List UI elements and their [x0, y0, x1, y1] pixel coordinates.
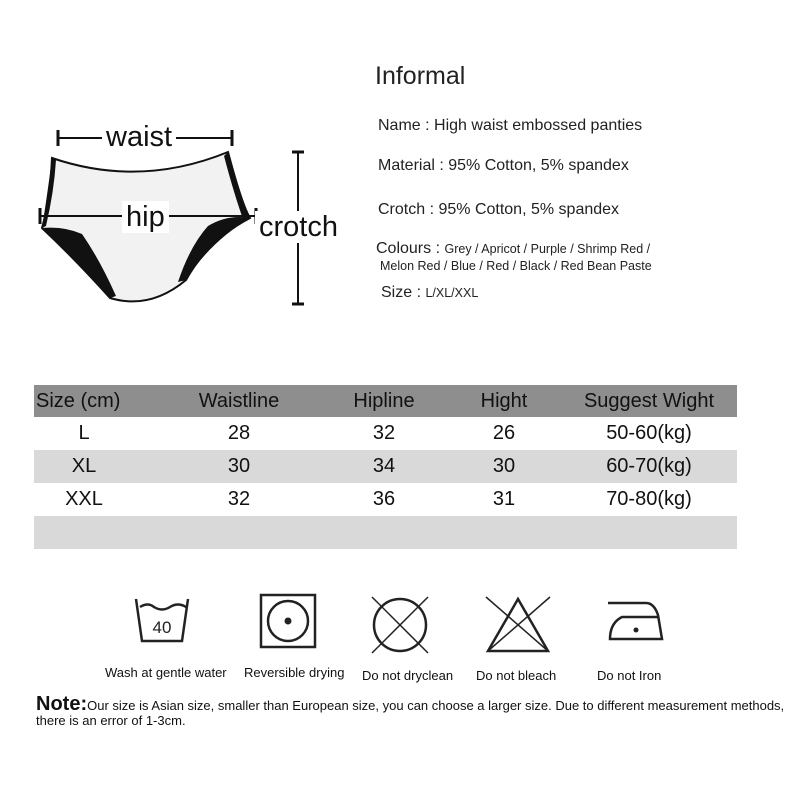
- table-cell: 34: [372, 455, 396, 477]
- table-header-cell: Suggest Wight: [583, 389, 715, 412]
- care-label-iron: Do not Iron: [597, 668, 662, 683]
- table-cell: 26: [492, 422, 516, 444]
- name-key: Name :: [378, 117, 430, 134]
- care-label-wash: Wash at gentle water: [105, 665, 227, 680]
- hip-label: hip: [122, 201, 169, 233]
- table-cell: 30: [492, 455, 516, 477]
- table-row: [34, 483, 737, 516]
- size-key: Size :: [381, 284, 422, 301]
- size-table: [34, 385, 737, 549]
- care-label-dryclean: Do not dryclean: [362, 668, 454, 683]
- table-cell: L: [78, 422, 90, 444]
- no-iron-icon: [606, 593, 664, 643]
- care-label-bleach: Do not bleach: [476, 668, 557, 683]
- colours-line1: Grey / Apricot / Purple / Shrimp Red /: [444, 242, 651, 256]
- tumble-dry-icon: [259, 593, 317, 649]
- table-cell: 30: [227, 455, 251, 477]
- care-label-drying: Reversible drying: [244, 665, 345, 680]
- colours-line2: Melon Red / Blue / Red / Black / Red Bean Paste: [380, 259, 652, 273]
- note-text: Our size is Asian size, smaller than European size, you can choose a larger size. Due to different measurement methods, there is an error of 1-3cm.: [36, 698, 785, 728]
- table-cell: 60-70(kg): [606, 455, 692, 477]
- table-cell: 32: [227, 488, 251, 510]
- table-header-cell: Hipline: [353, 389, 415, 412]
- crotch-label: crotch: [255, 211, 342, 243]
- info-title: Informal: [375, 62, 466, 90]
- table-cell: 31: [492, 488, 516, 510]
- table-row: [34, 450, 737, 483]
- table-cell: XL: [71, 455, 97, 477]
- no-bleach-icon: [482, 593, 554, 657]
- crotch-value: 95% Cotton, 5% spandex: [438, 201, 620, 218]
- material-value: 95% Cotton, 5% spandex: [448, 157, 629, 174]
- wash-tub-icon: [134, 593, 190, 645]
- info-material: [378, 157, 629, 175]
- no-dryclean-icon: [366, 593, 434, 657]
- size-value: L/XL/XXL: [425, 286, 479, 300]
- table-header-row: [34, 385, 737, 417]
- table-cell: 28: [227, 422, 251, 444]
- wash-temp: 40: [152, 618, 172, 637]
- product-diagram: [30, 110, 360, 320]
- size-note: [36, 693, 796, 728]
- crotch-key: Crotch :: [378, 201, 435, 218]
- name-value: High waist embossed panties: [434, 117, 643, 134]
- material-key: Material :: [378, 157, 444, 174]
- table-header-cell: Waistline: [198, 389, 280, 412]
- table-cell: 50-60(kg): [606, 422, 692, 444]
- info-colours: [376, 240, 650, 258]
- waist-label: waist: [102, 121, 176, 153]
- table-cell: 32: [372, 422, 396, 444]
- table-row: [34, 417, 737, 450]
- table-empty-row: [34, 516, 737, 549]
- info-name: [378, 117, 642, 135]
- note-head: Note:: [36, 693, 88, 715]
- table-cell: 70-80(kg): [606, 488, 692, 510]
- colours-key: Colours :: [376, 240, 441, 257]
- table-header-cell: Hight: [480, 389, 528, 412]
- table-cell: XXL: [65, 488, 103, 510]
- info-crotch: [378, 201, 619, 219]
- info-size: [381, 284, 478, 302]
- table-cell: 36: [372, 488, 396, 510]
- table-header-cell: Size (cm): [36, 389, 121, 412]
